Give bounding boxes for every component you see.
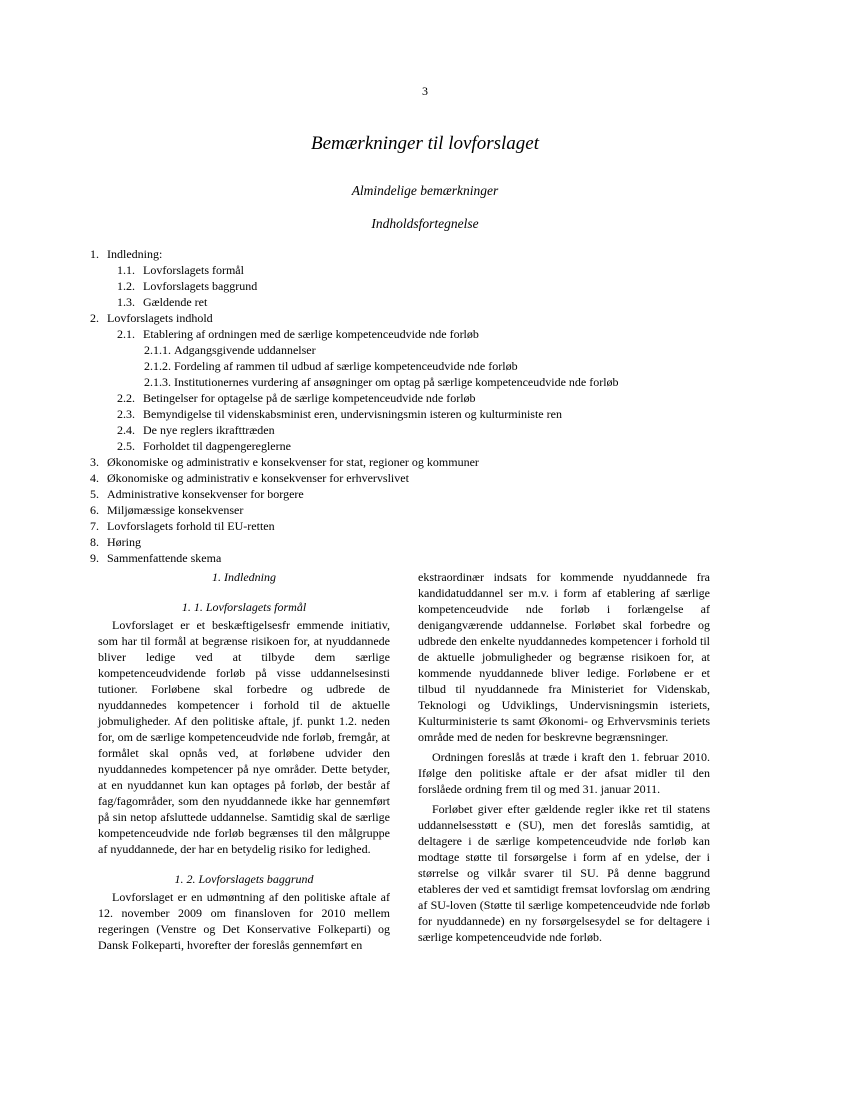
toc-item <box>90 294 790 310</box>
toc-item-number: 4. <box>90 471 99 485</box>
toc-item-number: 2.4. <box>117 423 135 437</box>
section-heading-indledning: 1. Indledning <box>212 570 276 584</box>
toc-item-text: Høring <box>107 535 141 549</box>
toc-item <box>90 454 790 470</box>
toc-item-number: 9. <box>90 551 99 565</box>
toc-heading: Indholdsfortegnelse <box>371 216 479 231</box>
toc-item-number: 2. <box>90 311 99 325</box>
left-text-column <box>98 569 390 953</box>
toc-item-number: 7. <box>90 519 99 533</box>
page-number: 3 <box>422 84 428 98</box>
toc-item-text: Sammenfattende skema <box>107 551 222 565</box>
toc-item-number: 2.1.1. <box>144 343 171 357</box>
section-subtitle: Almindelige bemærkninger <box>351 183 499 198</box>
toc-item <box>90 310 790 326</box>
toc-item-text: Økonomiske og administrativ e konsekvenser for stat, regioner og kommuner <box>107 455 479 469</box>
toc-item <box>90 326 790 342</box>
toc-item <box>90 374 790 390</box>
toc-item-number: 1.1. <box>117 263 135 277</box>
toc-item-text: Institutionernes vurdering af ansøgninger om optag på særlige kompetenceudvide nde forløb <box>174 375 619 389</box>
toc-item-number: 2.1.3. <box>144 375 171 389</box>
toc-item-text: Betingelser for optagelse på de særlige kompetenceudvide nde forløb <box>143 391 476 405</box>
section-heading-formaal: 1. 1. Lovforslagets formål <box>181 600 307 614</box>
section-heading-baggrund: 1. 2. Lovforslagets baggrund <box>174 872 314 886</box>
toc-item <box>90 262 790 278</box>
toc-item-number: 2.2. <box>117 391 135 405</box>
toc-item <box>90 550 790 566</box>
toc-item-text: Økonomiske og administrativ e konsekvenser for erhvervslivet <box>107 471 409 485</box>
toc-item <box>90 518 790 534</box>
toc-item <box>90 278 790 294</box>
toc-item-text: Fordeling af rammen til udbud af særlige kompetenceudvide nde forløb <box>174 359 518 373</box>
toc-item-number: 2.3. <box>117 407 135 421</box>
toc-item <box>90 342 790 358</box>
table-of-contents <box>90 246 790 566</box>
toc-item-text: Lovforslagets formål <box>143 263 244 277</box>
toc-item-text: Lovforslagets baggrund <box>143 279 258 293</box>
body-paragraph: Forløbet giver efter gældende regler ikke ret til statens uddannelsesstøtt e (SU), men det foreslås samtidig, at deltagere i de særlige kompetenceudvide nde forløb kan modtage støtte til forsørgelse i form af en ydelse, der i størrelse og vilkår svarer til SU. På denne baggrund etableres der ved et samtidigt fremsat lovforslag om ændring af SU-loven (Støtte til særlige kompetenceudvide nde forløb for nyuddannede) en ny forsørgelsesydel se for deltagere i særlige kompetenceudvide nde forløb. <box>418 802 710 944</box>
toc-item <box>90 358 790 374</box>
toc-item-text: Etablering af ordningen med de særlige kompetenceudvide nde forløb <box>143 327 479 341</box>
toc-item <box>90 486 790 502</box>
toc-item <box>90 422 790 438</box>
toc-item-number: 1.3. <box>117 295 135 309</box>
toc-item-number: 2.1.2. <box>144 359 171 373</box>
toc-item-number: 3. <box>90 455 99 469</box>
toc-item <box>90 246 790 262</box>
body-paragraph: ekstraordinær indsats for kommende nyuddannede fra kandidatuddannel ser m.v. i form af etablering af særlige kompetenceudvide nde forløb i forlængelse af denigangværende uddannelse. Forløbet skal forbedre og udbrede den enkelte nyuddannedes kompetencer i forhold til de aktuelle jobmuligheder og begrænse risikoen for, at kommende nyuddannede bliver ledige. Forløbene er et tilbud til nyuddannede fra Ministeriet for Videnskab, Teknologi og Udviklings, Undervisningsmin isteriets, Kulturministerie ts samt Økonomi- og Erhvervsminis teriets område med de neden for beskrevne begrænsninger. <box>418 570 710 744</box>
toc-item-text: De nye reglers ikrafttræden <box>143 423 275 437</box>
toc-item <box>90 390 790 406</box>
toc-item <box>90 470 790 486</box>
body-paragraph: Lovforslaget er et beskæftigelsesfr emmende initiativ, som har til formål at begrænse risikoen for, at nyuddannede bliver ledige ved at tilbyde dem særlige kompetenceudvidende forløb på visse uddannelsesinsti tutioner. Forløbene skal forbedre og udbrede de nyuddannedes kompetencer i forhold til de aktuelle jobmuligheder. Af den politiske aftale, jf. punkt 1.2. neden for, om de særlige kompetenceudvide nde forløb, fremgår, at formålet skal opnås ved, at forløbene udvider den nyuddannedes kompetencer på nye områder. Dette betyder, at en nyuddannet kun kan optages på forløb, der består af fag/fagområder, som den nyuddannede ikke har gennemført på sin netop afsluttede uddannelse. Samtidig skal de særlige kompetenceudvide nde forløb begrænses til den målgruppe af nyuddannede, der har en betydelig risiko for ledighed. <box>98 618 390 856</box>
toc-item-text: Forholdet til dagpengereglerne <box>143 439 291 453</box>
toc-item-number: 2.5. <box>117 439 135 453</box>
toc-item-text: Lovforslagets indhold <box>107 311 213 325</box>
body-paragraph: Ordningen foreslås at træde i kraft den 1. februar 2010. Ifølge den politiske aftale er der afsat midler til den forslåede ordning frem til og med 31. januar 2011. <box>418 750 710 796</box>
page-title: Bemærkninger til lovforslaget <box>311 133 539 154</box>
toc-item-number: 5. <box>90 487 99 501</box>
toc-item-text: Miljømæssige konsekvenser <box>107 503 244 517</box>
toc-item-text: Adgangsgivende uddannelser <box>174 343 316 357</box>
toc-item <box>90 502 790 518</box>
toc-item-number: 1.2. <box>117 279 135 293</box>
toc-item-number: 8. <box>90 535 99 549</box>
right-text-column <box>418 569 710 945</box>
toc-item-text: Bemyndigelse til videnskabsminist eren, undervisningsmin isteren og kulturministe ren <box>143 407 562 421</box>
toc-item-number: 1. <box>90 247 99 261</box>
toc-item-text: Indledning: <box>107 247 163 261</box>
toc-item-number: 6. <box>90 503 99 517</box>
body-paragraph: Lovforslaget er en udmøntning af den politiske aftale af 12. november 2009 om finansloven for 2010 mellem regeringen (Venstre og Det Konservative Folkeparti) og Dansk Folkeparti, hvorefter der foreslås gennemført en <box>98 890 390 952</box>
toc-item <box>90 406 790 422</box>
toc-item-number: 2.1. <box>117 327 135 341</box>
toc-item <box>90 534 790 550</box>
toc-item-text: Administrative konsekvenser for borgere <box>107 487 304 501</box>
toc-item-text: Lovforslagets forhold til EU-retten <box>107 519 275 533</box>
toc-item <box>90 438 790 454</box>
toc-item-text: Gældende ret <box>143 295 208 309</box>
